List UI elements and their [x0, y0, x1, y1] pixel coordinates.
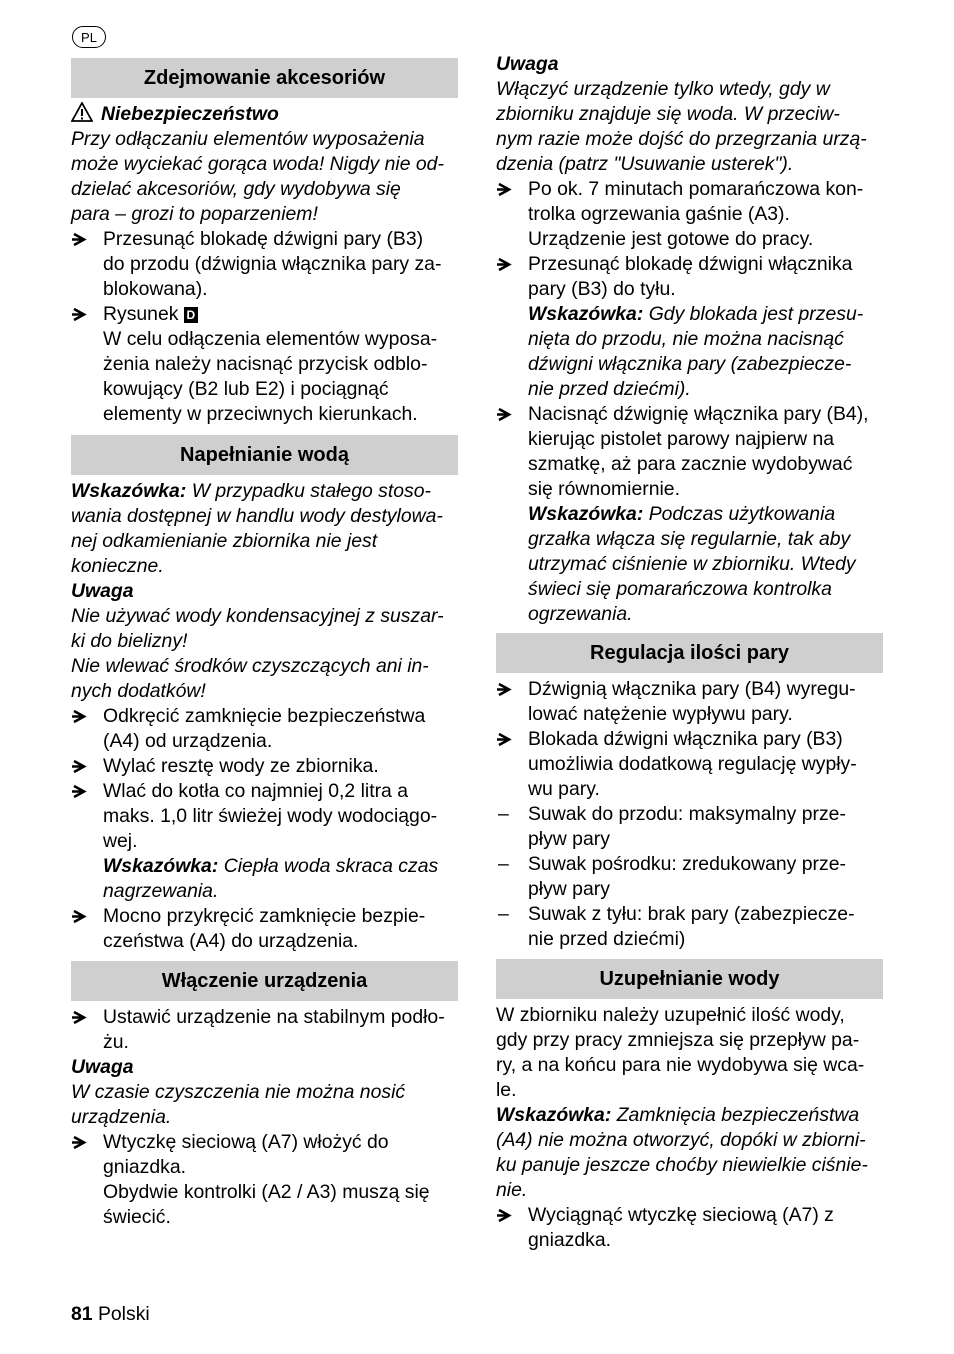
dash-item — [496, 902, 883, 952]
body-line: W zbiorniku należy uzupełnić ilość wody, — [496, 1004, 845, 1026]
step-line: Mocno przykręcić zamknięcie bezpie- — [103, 905, 426, 927]
dash-line: pływ pary — [528, 828, 610, 850]
caution-line: nym razie może dojść do przegrzania urzą- — [496, 128, 867, 150]
note-line: ku panuje jeszcze choćby niewielkie ciśnie- — [496, 1154, 868, 1176]
right-column — [496, 52, 883, 1253]
danger-line: dzielać akcesoriów, gdy wydobywa się — [71, 178, 401, 200]
step-line: Wlać do kotła co najmniej 0,2 litra a — [103, 780, 409, 802]
step-line: Wtyczkę sieciową (A7) włożyć do — [103, 1131, 389, 1153]
step-line: kowujący (B2 lub E2) i pociągnąć — [103, 378, 389, 400]
step-line: do przodu (dźwignia włącznika pary za- — [103, 253, 442, 275]
left-column — [71, 58, 458, 1230]
step-item — [71, 704, 458, 754]
step-item — [71, 1130, 458, 1230]
step-line: Nacisnąć dźwignię włącznika pary (B4), — [528, 403, 869, 425]
section-heading-fill-water: Napełnianie wodą — [71, 435, 458, 475]
warning-triangle-icon — [71, 102, 93, 122]
section-heading-refill-water: Uzupełnianie wody — [496, 959, 883, 999]
caution-line: ki do bielizny! — [71, 630, 188, 652]
note-line: nięta do przodu, nie można nacisnąć — [528, 328, 844, 350]
caution-line: nych dodatków! — [71, 680, 206, 702]
footer-language: Polski — [97, 1303, 150, 1325]
step-line: się równomiernie. — [528, 478, 680, 500]
arrow-right-icon — [71, 227, 95, 259]
step-line: Wylać resztę wody ze zbiornika. — [103, 755, 379, 777]
dash-line: Suwak pośrodku: zredukowany prze- — [528, 853, 846, 875]
dash-item — [496, 852, 883, 902]
caution-line: Nie używać wody kondensacyjnej z suszar- — [71, 605, 444, 627]
note-line: nagrzewania. — [103, 880, 219, 902]
step-line: świecić. — [103, 1206, 171, 1228]
arrow-right-icon — [496, 1203, 520, 1235]
step-line: szmatkę, aż para zacznie wydobywać — [528, 453, 853, 475]
step-line: Dźwignią włącznika pary (B4) wyregu- — [528, 678, 856, 700]
note-line: utrzymać ciśnienie w zbiorniku. Wtedy — [528, 553, 856, 575]
step-line: Przesunąć blokadę dźwigni pary (B3) — [103, 228, 424, 250]
step-item — [496, 727, 883, 802]
arrow-right-icon — [496, 402, 520, 434]
note-line: Wskazówka: Zamknięcia bezpieczeństwa — [496, 1104, 860, 1126]
arrow-right-icon — [496, 677, 520, 709]
step-item — [71, 754, 458, 779]
danger-line: Przy odłączaniu elementów wyposażenia — [71, 128, 425, 150]
step-line: trolka ogrzewania gaśnie (A3). — [528, 203, 790, 225]
section-heading-switch-on: Włączenie urządzenia — [71, 961, 458, 1001]
dash-bullet: – — [498, 903, 509, 925]
dash-line: Suwak z tyłu: brak pary (zabezpiecze- — [528, 903, 855, 925]
note-line: Wskazówka: W przypadku stałego stoso- — [71, 480, 431, 502]
step-item — [496, 677, 883, 727]
caution-label: Uwaga — [71, 580, 134, 602]
step-line: Po ok. 7 minutach pomarańczowa kon- — [528, 178, 864, 200]
step-line: wu pary. — [528, 778, 600, 800]
arrow-right-icon — [71, 904, 95, 936]
step-line: W celu odłączenia elementów wyposa- — [103, 328, 438, 350]
section-heading-steam-regulation: Regulacja ilości pary — [496, 633, 883, 673]
step-line: Przesunąć blokadę dźwigni włącznika — [528, 253, 853, 275]
step-line: żenia należy nacisnąć przycisk odblo- — [103, 353, 428, 375]
step-item — [71, 1005, 458, 1055]
figure-d-icon: D — [184, 307, 198, 323]
note-line: (A4) nie można otworzyć, dopóki w zbiorni- — [496, 1129, 866, 1151]
caution-label: Uwaga — [496, 53, 559, 75]
arrow-right-icon — [71, 1130, 95, 1162]
step-line: wej. — [103, 830, 138, 852]
step-line: gniazdka. — [103, 1156, 187, 1178]
dash-bullet: – — [498, 803, 509, 825]
caution-line: dzenia (patrz "Usuwanie usterek"). — [496, 153, 794, 175]
step-item — [496, 1203, 883, 1253]
note-line: świeci się pomarańczowa kontrolka — [528, 578, 832, 600]
note-line: Wskazówka: Gdy blokada jest przesu- — [528, 303, 864, 325]
note-line: wania dostępnej w handlu wody destylowa- — [71, 505, 443, 527]
arrow-right-icon — [71, 302, 95, 334]
section-heading-remove-accessories: Zdejmowanie akcesoriów — [71, 58, 458, 98]
step-line: Obydwie kontrolki (A2 / A3) muszą się — [103, 1181, 430, 1203]
arrow-right-icon — [496, 177, 520, 209]
note-line: ogrzewania. — [528, 603, 633, 625]
dash-line: nie przed dziećmi) — [528, 928, 686, 950]
caution-label: Uwaga — [71, 1056, 134, 1078]
step-line: elementy w przeciwnych kierunkach. — [103, 403, 418, 425]
step-line: (A4) od urządzenia. — [103, 730, 273, 752]
arrow-right-icon — [496, 727, 520, 759]
step-line: żu. — [103, 1031, 129, 1053]
figure-reference: Rysunek D — [103, 302, 458, 327]
note-line: konieczne. — [71, 555, 164, 577]
dash-line: Suwak do przodu: maksymalny prze- — [528, 803, 846, 825]
step-item — [71, 779, 458, 904]
note-line: Wskazówka: Ciepła woda skraca czas — [103, 855, 439, 877]
arrow-right-icon — [71, 1005, 95, 1037]
note-line: Wskazówka: Podczas użytkowania — [528, 503, 836, 525]
note-line: grzałka włącza się regularnie, tak aby — [528, 528, 851, 550]
page-footer — [71, 1302, 150, 1327]
caution-line: urządzenia. — [71, 1106, 172, 1128]
caution-line: Włączyć urządzenie tylko wtedy, gdy w — [496, 78, 830, 100]
step-item — [71, 227, 458, 302]
step-line: Blokada dźwigni włącznika pary (B3) — [528, 728, 843, 750]
step-line: maks. 1,0 litr świeżej wody wodociągo- — [103, 805, 438, 827]
step-item — [496, 252, 883, 402]
dash-line: pływ pary — [528, 878, 610, 900]
step-line: Urządzenie jest gotowe do pracy. — [528, 228, 814, 250]
step-line: Ustawić urządzenie na stabilnym podło- — [103, 1006, 445, 1028]
step-item — [496, 402, 883, 627]
body-line: gdy przy pracy zmniejsza się przepływ pa- — [496, 1029, 860, 1051]
step-line: kierując pistolet parowy najpierw na — [528, 428, 835, 450]
arrow-right-icon — [71, 704, 95, 736]
step-line: czeństwa (A4) do urządzenia. — [103, 930, 359, 952]
step-item — [496, 177, 883, 252]
danger-line: para – grozi to poparzeniem! — [71, 203, 318, 225]
step-item — [71, 302, 458, 427]
language-badge: PL — [72, 26, 106, 48]
step-line: lować natężenie wypływu pary. — [528, 703, 793, 725]
step-line: Wyciągnąć wtyczkę sieciową (A7) z — [528, 1204, 834, 1226]
arrow-right-icon — [496, 252, 520, 284]
note-line: nej odkamienianie zbiornika nie jest — [71, 530, 378, 552]
step-item — [71, 904, 458, 954]
caution-line: Nie wlewać środków czyszczących ani in- — [71, 655, 429, 677]
note-line: dźwigni włącznika pary (zabezpiecze- — [528, 353, 852, 375]
dash-bullet: – — [498, 853, 509, 875]
caution-line: zbiorniku znajduje się woda. W przeciw- — [496, 103, 840, 125]
step-line: Odkręcić zamknięcie bezpieczeństwa — [103, 705, 426, 727]
step-line: umożliwia dodatkową regulację wypły- — [528, 753, 857, 775]
note-line: nie przed dziećmi). — [528, 378, 691, 400]
step-line: blokowana). — [103, 278, 208, 300]
caution-line: W czasie czyszczenia nie można nosić — [71, 1081, 406, 1103]
arrow-right-icon — [71, 779, 95, 811]
note-line: nie. — [496, 1179, 528, 1201]
page-number: 81 — [71, 1303, 93, 1325]
danger-line: może wyciekać gorąca woda! Nigdy nie od- — [71, 153, 444, 175]
dash-item — [496, 802, 883, 852]
body-line: ry, a na końcu para nie wydobywa się wca- — [496, 1054, 865, 1076]
danger-label: Niebezpieczeństwo — [71, 102, 458, 127]
step-line: gniazdka. — [528, 1229, 612, 1251]
step-line: pary (B3) do tyłu. — [528, 278, 676, 300]
body-line: le. — [496, 1079, 517, 1101]
